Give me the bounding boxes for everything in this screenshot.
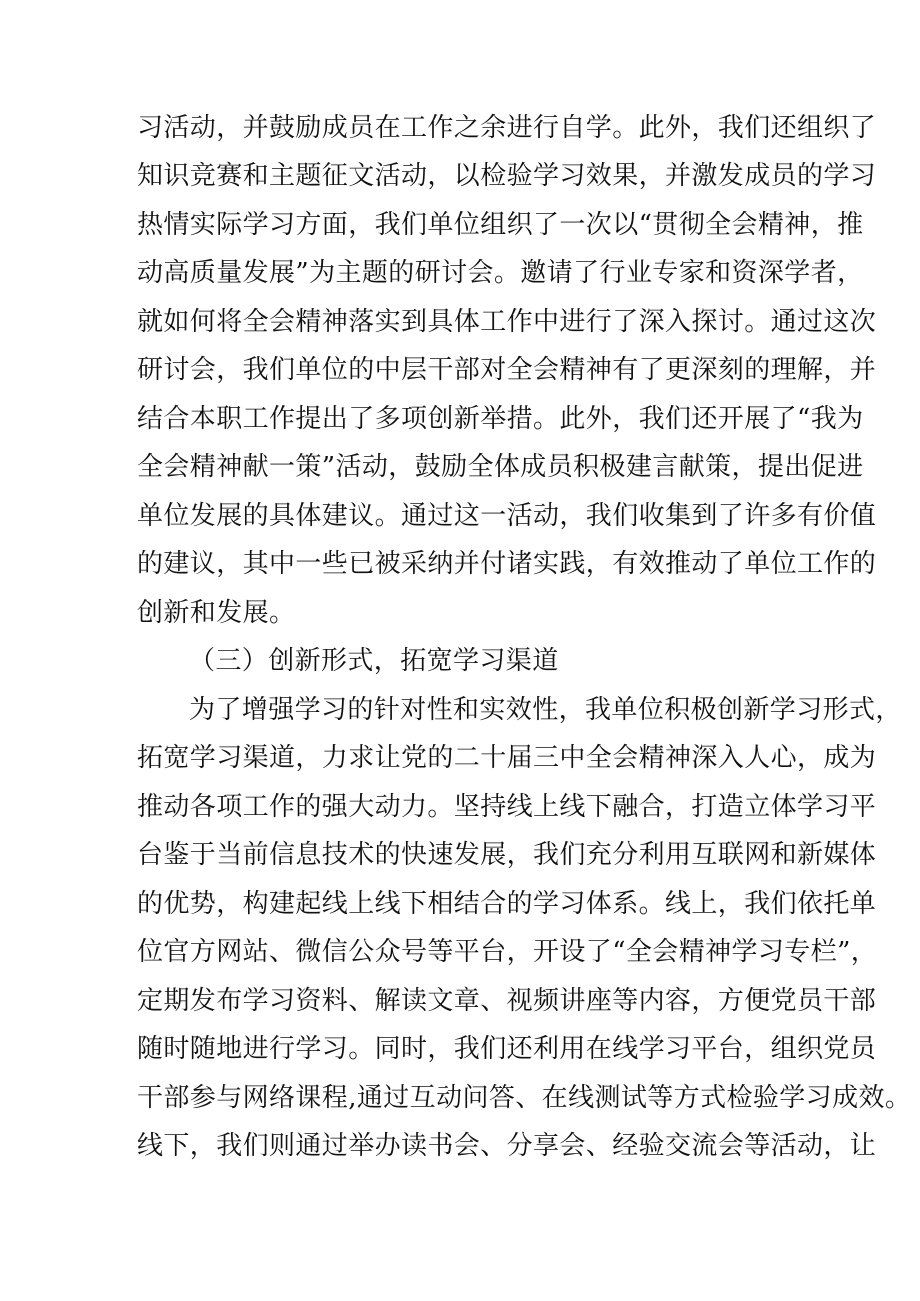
paragraph-line: 创新和发展。: [137, 598, 296, 628]
paragraph-line: 结合本职工作提出了多项创新举措。此外，我们还开展了“我为: [137, 404, 864, 434]
paragraph-line: 线下，我们则通过举办读书会、分享会、经验交流会等活动，让: [137, 1131, 877, 1161]
paragraph-line: 推动各项工作的强大动力。坚持线上线下融合，打造立体学习平: [137, 792, 877, 822]
paragraph-line: 台鉴于当前信息技术的快速发展，我们充分利用互联网和新媒体: [137, 840, 877, 870]
paragraph-line: 知识竞赛和主题征文活动，以检验学习效果，并激发成员的学习: [137, 161, 877, 191]
paragraph-line: 习活动，并鼓励成员在工作之余进行自学。此外，我们还组织了: [137, 113, 877, 143]
paragraph-line: 干部参与网络课程,通过互动问答、在线测试等方式检验学习成效。: [137, 1083, 912, 1113]
paragraph-line: 单位发展的具体建议。通过这一活动，我们收集到了许多有价值: [137, 501, 877, 531]
paragraph-line: 拓宽学习渠道，力求让党的二十届三中全会精神深入人心，成为: [137, 743, 877, 773]
paragraph-line: 热情实际学习方面，我们单位组织了一次以“贯彻全会精神，推: [137, 210, 864, 240]
paragraph-line: 定期发布学习资料、解读文章、视频讲座等内容，方便党员干部: [137, 986, 877, 1016]
section-heading: （三）创新形式，拓宽学习渠道: [189, 646, 559, 676]
paragraph-line: 位官方网站、微信公众号等平台，开设了“全会精神学习专栏”，: [137, 937, 878, 967]
paragraph-line: 动高质量发展”为主题的研讨会。邀请了行业专家和资深学者，: [137, 258, 864, 288]
paragraph-line: 随时随地进行学习。同时，我们还利用在线学习平台，组织党员: [137, 1034, 877, 1064]
paragraph-line: 的优势，构建起线上线下相结合的学习体系。线上，我们依托单: [137, 889, 877, 919]
paragraph-line: 研讨会，我们单位的中层干部对全会精神有了更深刻的理解，并: [137, 355, 877, 385]
paragraph-line: 的建议，其中一些已被采纳并付诸实践，有效推动了单位工作的: [137, 549, 877, 579]
paragraph-line: 全会精神献一策”活动，鼓励全体成员积极建言献策，提出促进: [137, 452, 864, 482]
paragraph-line: 就如何将全会精神落实到具体工作中进行了深入探讨。通过这次: [137, 307, 877, 337]
paragraph-line: 为了增强学习的针对性和实效性，我单位积极创新学习形式，: [189, 695, 902, 725]
